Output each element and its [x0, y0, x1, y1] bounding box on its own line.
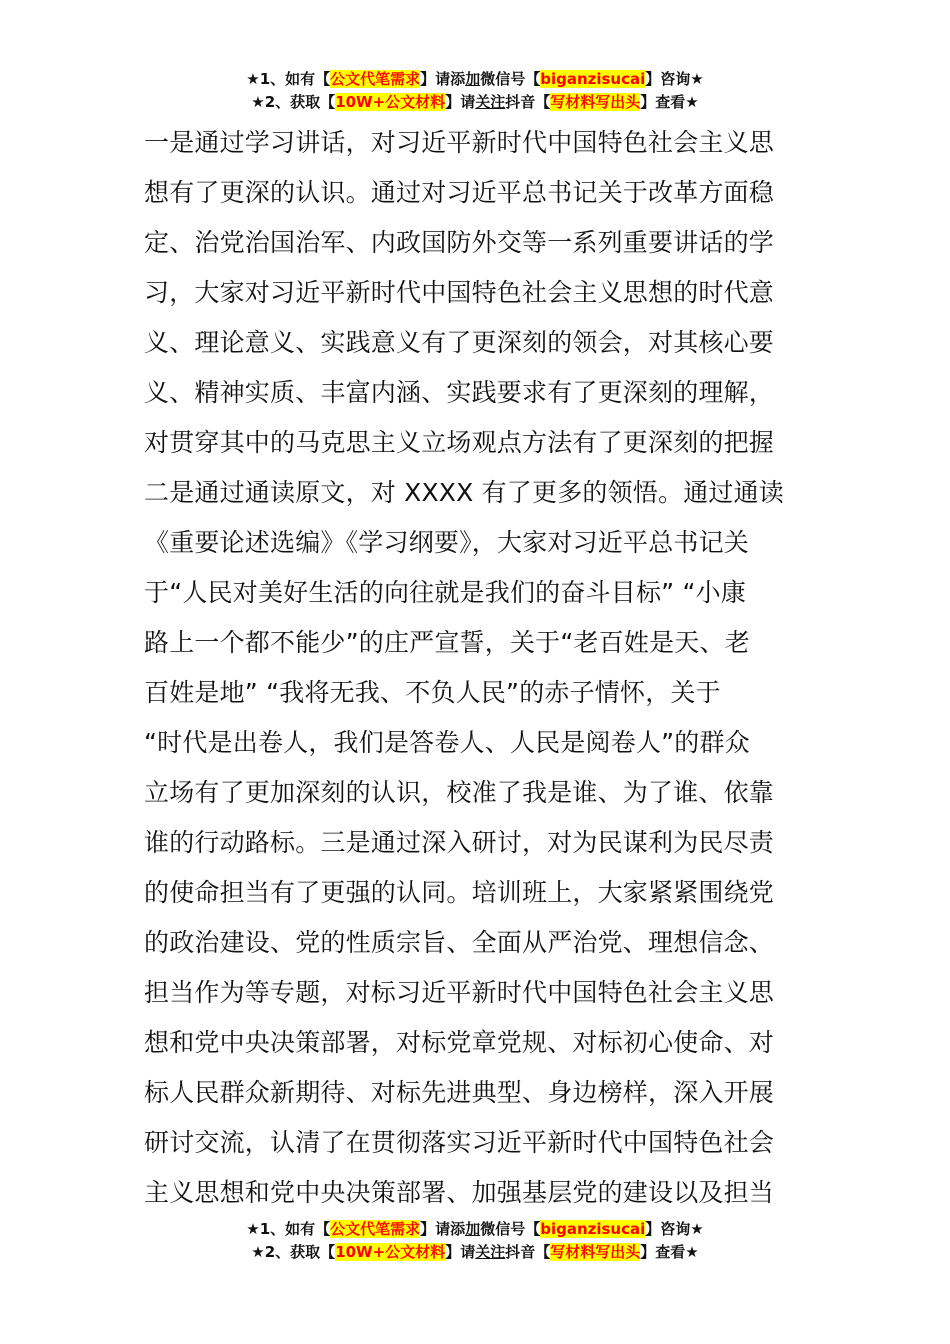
footer-promo-banner: [0, 1218, 950, 1264]
text-line: “时代是出卷人，我们是答卷人、人民是阅卷人”的群众: [144, 728, 750, 757]
highlight-ghostwriting: 公文代笔需求: [330, 70, 421, 88]
promo-line-1: ★1、如有【公文代笔需求】请添加微信号【biganzisucai】咨询★: [246, 70, 704, 88]
highlight-ghostwriting: 公文代笔需求: [330, 1220, 421, 1238]
text-line: 立场有了更加深刻的认识，校准了我是谁、为了谁、依靠: [144, 778, 775, 807]
text-line: 路上一个都不能少”的庄严宣誓，关于“老百姓是天、老: [144, 628, 750, 657]
highlight-materials: 10W+公文材料: [335, 93, 446, 111]
promo-line-2: ★2、获取【10W+公文材料】请关注抖音【写材料写出头】查看★: [251, 1243, 699, 1261]
text-line: 的使命担当有了更强的认同。培训班上，大家紧紧围绕党: [144, 878, 775, 907]
text-line: 二是通过通读原文，对 XXXX 有了更多的领悟。通过通读: [144, 478, 785, 507]
text-line: 主义思想和党中央决策部署、加强基层党的建设以及担当: [144, 1178, 775, 1207]
text-line: 的政治建设、党的性质宗旨、全面从严治党、理想信念、: [144, 928, 775, 957]
text-line: 担当作为等专题，对标习近平新时代中国特色社会主义思: [144, 978, 775, 1007]
text-line: 研讨交流，认清了在贯彻落实习近平新时代中国特色社会: [144, 1128, 775, 1157]
text-line: 一是通过学习讲话，对习近平新时代中国特色社会主义思: [144, 128, 775, 157]
text-line: 定、治党治国治军、内政国防外交等一系列重要讲话的学: [144, 228, 775, 257]
highlight-douyin: 写材料写出头: [550, 1243, 641, 1261]
text-line: 义、理论意义、实践意义有了更深刻的领会，对其核心要: [144, 328, 775, 357]
highlight-douyin: 写材料写出头: [550, 93, 641, 111]
highlight-wechat-id: biganzisucai: [540, 70, 646, 88]
promo-line-1: ★1、如有【公文代笔需求】请添加微信号【biganzisucai】咨询★: [246, 1220, 704, 1238]
text-line: 义、精神实质、丰富内涵、实践要求有了更深刻的理解，: [144, 378, 775, 407]
text-line: 百姓是地” “我将无我、不负人民”的赤子情怀，关于: [144, 678, 721, 707]
text-line: 谁的行动路标。三是通过深入研讨，对为民谋利为民尽责: [144, 828, 775, 857]
text-line: 标人民群众新期待、对标先进典型、身边榜样，深入开展: [144, 1078, 775, 1107]
promo-line-2: ★2、获取【10W+公文材料】请关注抖音【写材料写出头】查看★: [251, 93, 699, 111]
text-line: 《重要论述选编》《学习纲要》，大家对习近平总书记关: [144, 528, 750, 557]
text-line: 于“人民对美好生活的向往就是我们的奋斗目标” “小康: [144, 578, 747, 607]
header-promo-banner: [0, 68, 950, 114]
highlight-wechat-id: biganzisucai: [540, 1220, 646, 1238]
text-line: 想和党中央决策部署，对标党章党规、对标初心使命、对: [144, 1028, 775, 1057]
text-line: 想有了更深的认识。通过对习近平总书记关于改革方面稳: [144, 178, 775, 207]
text-line: 对贯穿其中的马克思主义立场观点方法有了更深刻的把握: [144, 428, 775, 457]
text-line: 习，大家对习近平新时代中国特色社会主义思想的时代意: [144, 278, 775, 307]
highlight-materials: 10W+公文材料: [335, 1243, 446, 1261]
